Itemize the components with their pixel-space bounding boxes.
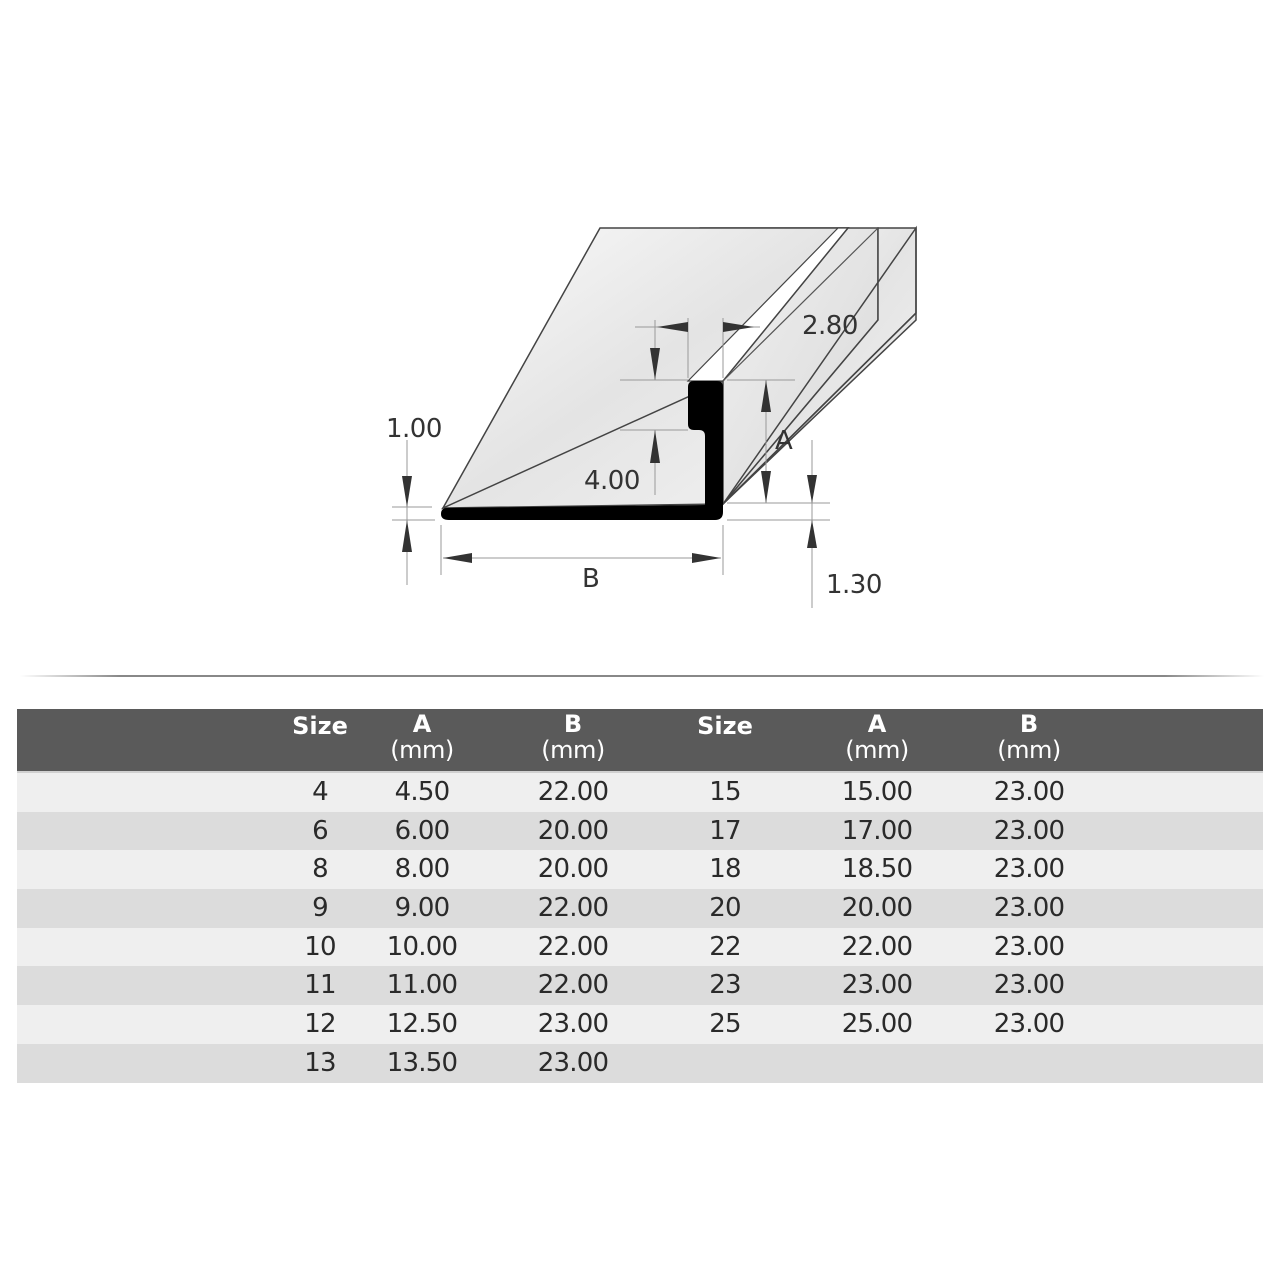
- size-table: [17, 709, 1263, 1083]
- cell-a: 18.50: [841, 854, 913, 885]
- cell-size: 22: [709, 931, 741, 962]
- cell-a: 12.50: [386, 1009, 458, 1040]
- cell-size: 12: [304, 1009, 336, 1040]
- cell-b: 23.00: [993, 931, 1065, 962]
- cell-a: 4.50: [394, 777, 450, 807]
- cell-size: 8: [312, 854, 328, 885]
- table-header: [17, 709, 1263, 773]
- cell-b: 20.00: [537, 815, 609, 846]
- cell-b: 22.00: [537, 893, 609, 924]
- cell-b: 23.00: [993, 893, 1065, 924]
- cell-a: 10.00: [386, 931, 458, 962]
- header-size-2: Size: [697, 712, 753, 740]
- cell-a: 15.00: [841, 777, 913, 807]
- dimension-label-1-00: 1.00: [386, 414, 442, 444]
- cell-a: 23.00: [841, 970, 913, 1001]
- cell-b: 22.00: [537, 970, 609, 1001]
- cell-b: 23.00: [993, 854, 1065, 885]
- dimension-label-2-80: 2.80: [802, 311, 858, 341]
- header-a-2: A (mm): [845, 710, 909, 764]
- cell-size: 17: [709, 815, 741, 846]
- cell-b: 23.00: [993, 970, 1065, 1001]
- divider-line: [20, 675, 1264, 677]
- cell-a: 8.00: [394, 854, 450, 885]
- cell-size: 4: [312, 777, 328, 807]
- cell-size: 6: [312, 815, 328, 846]
- cell-a: 25.00: [841, 1009, 913, 1040]
- table-row: [17, 812, 1263, 851]
- cell-b: 23.00: [537, 1009, 609, 1040]
- cell-size: 13: [304, 1047, 336, 1078]
- cell-a: 9.00: [394, 893, 450, 924]
- header-a-1: A (mm): [390, 710, 454, 764]
- table-row: [17, 928, 1263, 967]
- cell-a: 11.00: [386, 970, 458, 1001]
- table-row: [17, 1044, 1263, 1083]
- cell-size: 9: [312, 893, 328, 924]
- cell-a: 13.50: [386, 1047, 458, 1078]
- cell-size: 18: [709, 854, 741, 885]
- dimension-label-a: A: [775, 426, 793, 456]
- cell-size: 10: [304, 931, 336, 962]
- cell-b: 23.00: [993, 1009, 1065, 1040]
- cell-b: 23.00: [537, 1047, 609, 1078]
- table-row: [17, 850, 1263, 889]
- cell-b: 20.00: [537, 854, 609, 885]
- table-row: [17, 966, 1263, 1005]
- cell-size: 11: [304, 970, 336, 1001]
- cell-a: 17.00: [841, 815, 913, 846]
- cell-a: 20.00: [841, 893, 913, 924]
- cell-b: 23.00: [993, 777, 1065, 807]
- cell-a: 22.00: [841, 931, 913, 962]
- header-b-1: B (mm): [541, 710, 605, 764]
- dimension-label-1-30: 1.30: [826, 570, 882, 600]
- header-b-2: B (mm): [997, 710, 1061, 764]
- cell-b: 22.00: [537, 777, 609, 807]
- cell-size: 20: [709, 893, 741, 924]
- dimension-label-b: B: [582, 564, 600, 594]
- table-row: [17, 889, 1263, 928]
- dimension-label-4-00: 4.00: [584, 466, 640, 496]
- header-size-1: Size: [292, 712, 348, 740]
- cell-size: 23: [709, 970, 741, 1001]
- cell-size: 15: [709, 777, 741, 807]
- cell-b: 23.00: [993, 815, 1065, 846]
- table-row: [17, 773, 1263, 812]
- cell-b: 22.00: [537, 931, 609, 962]
- cell-size: 25: [709, 1009, 741, 1040]
- table-row: [17, 1005, 1263, 1044]
- cell-a: 6.00: [394, 815, 450, 846]
